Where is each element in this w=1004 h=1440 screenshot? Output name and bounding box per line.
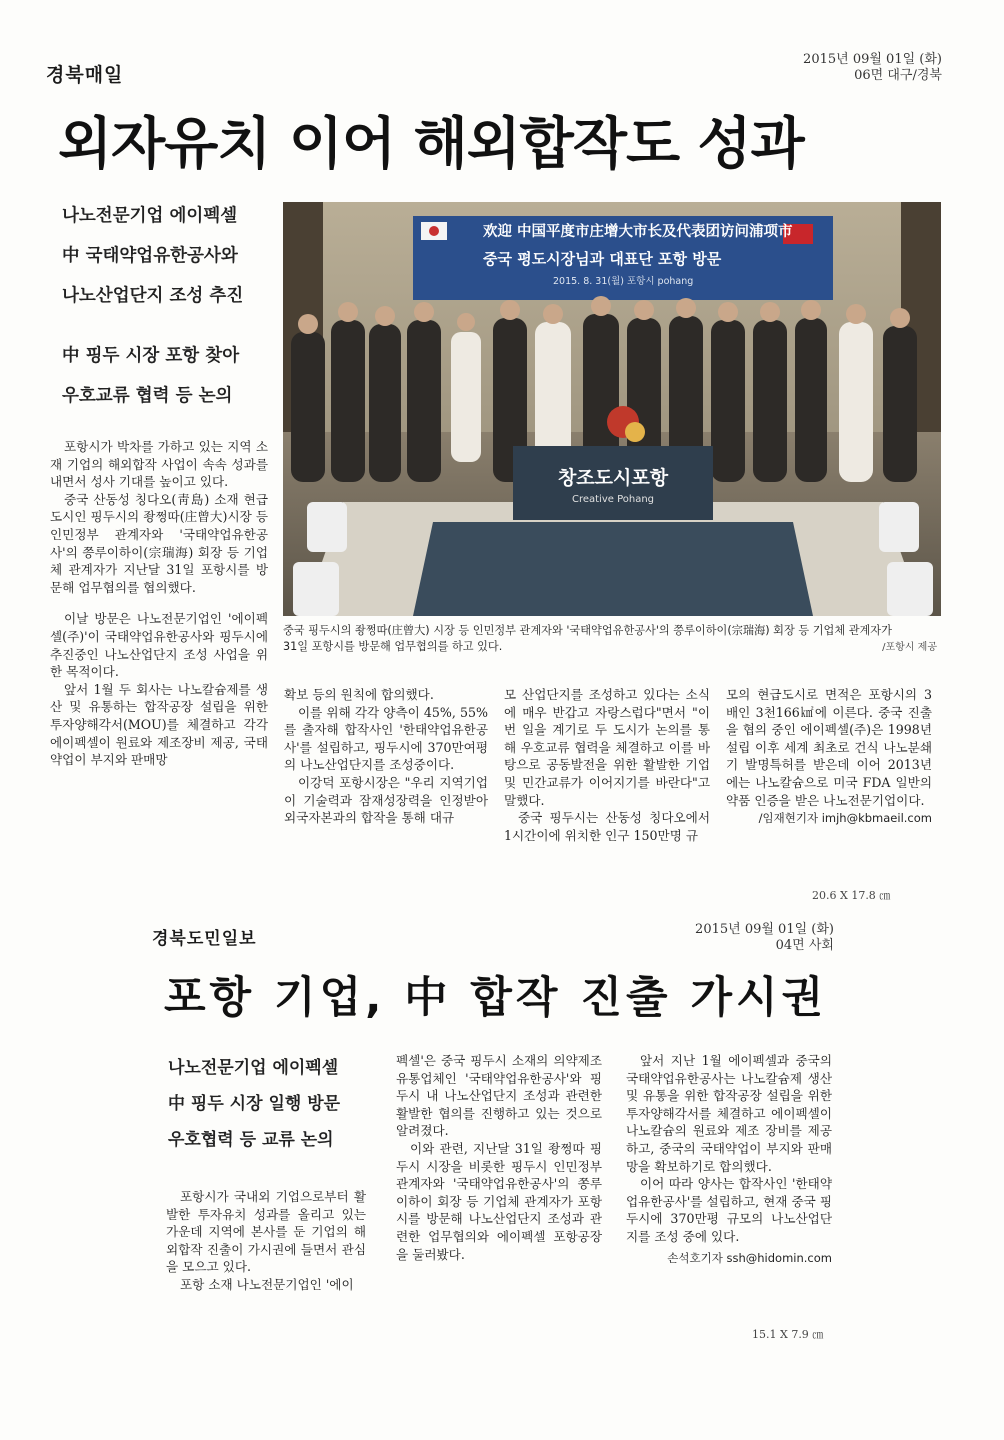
article1-paragraph: 모 산업단지를 조성하고 있다는 소식에 매우 반갑고 자랑스럽다"면서 "이번 일을 계기로 두 도시가 논의를 통해 우호교류 협력을 체결하고 이를 바탕으로 공동발전을 위한 활발한 기업 및 민간교류가 이어지기를 바란다"고 말했다. bbox=[504, 687, 710, 808]
article1-subhead: 우호교류 협력 등 논의 bbox=[62, 386, 233, 406]
meeting-photo-graphic bbox=[283, 202, 941, 616]
article1-headline: 외자유치 이어 해외합작도 성과 bbox=[58, 112, 804, 177]
banner-chinese-text: 欢迎 中国平度市庄增大市长及代表团访问浦项市 bbox=[483, 224, 793, 240]
article1-column-1 bbox=[50, 438, 268, 769]
article2-date: 2015년 09월 01일 (화) bbox=[695, 922, 834, 937]
article1-column-4 bbox=[726, 686, 932, 828]
article2-paragraph: 포항시가 국내외 기업으로부터 활발한 투자유치 성과를 올리고 있는 가운데 지역에 본사를 둔 기업의 해외합작 진출이 가시권에 들면서 관심을 모으고 있다. bbox=[166, 1189, 366, 1275]
article1-column-2 bbox=[284, 686, 488, 827]
article1-size-note: 20.6 X 17.8 ㎝ bbox=[812, 889, 891, 902]
photo-caption bbox=[283, 623, 951, 655]
article1-subhead: 나노산업단지 조성 추진 bbox=[62, 286, 244, 306]
article1-paragraph: 확보 등의 원칙에 합의했다. bbox=[284, 687, 434, 702]
article2-paragraph: 펙셀'은 중국 핑두시 소재의 의약제조유통업체인 '국태약업유한공사'와 핑두시 내 나노산업단지 조성과 관련한 활발한 협의를 진행하고 있는 것으로 알려졌다. bbox=[396, 1053, 602, 1139]
article1-section: 06면 대구/경북 bbox=[854, 68, 942, 83]
sign-korean-text: 창조도시포항 bbox=[557, 467, 669, 489]
article1-byline: /임재현기자 imjh@kbmaeil.com bbox=[758, 811, 932, 826]
article2-section: 04면 사회 bbox=[775, 938, 834, 953]
article1-paragraph: 앞서 1월 두 회사는 나노칼슘제를 생산 및 유통하는 합작공장 설립을 위한 투자양해각서(MOU)를 체결하고 각각 에이펙셀이 원료와 제조장비 제공, 국태약업이 부지와 판매망 bbox=[50, 681, 268, 768]
article1-column-3 bbox=[504, 686, 710, 844]
article2-paragraph: 이어 따라 양사는 합작사인 '한태약업유한공사'를 설립하고, 현재 중국 핑두시에 370만평 규모의 나노산업단지를 조성 중에 있다. bbox=[626, 1176, 832, 1244]
article2-column-1 bbox=[166, 1188, 366, 1294]
article2-headline: 포항 기업, 中 합작 진출 가시권 bbox=[164, 973, 828, 1023]
article2-paragraph: 포항 소재 나노전문기업인 '에이 bbox=[180, 1276, 354, 1292]
article2-subheads bbox=[168, 1050, 340, 1158]
article1-dateline bbox=[803, 52, 942, 84]
photo-caption-line2: 31일 포항시를 방문해 업무협의를 하고 있다. bbox=[283, 640, 503, 653]
article2-dateline bbox=[695, 922, 834, 954]
article1-date: 2015년 09월 01일 (화) bbox=[803, 52, 942, 67]
article2-byline: 손석호기자 ssh@hidomin.com bbox=[667, 1250, 832, 1265]
article1-subhead: 中 핑두 시장 포항 찾아 bbox=[62, 346, 240, 366]
masthead-kyongbuk-domin: 경북도민일보 bbox=[152, 929, 257, 949]
article2-paragraph: 앞서 지난 1월 에이펙셀과 중국의 국태약업유한공사는 나노칼슘제 생산 및 유통을 위한 합작공장 설립을 위한 투자양해각서를 체결하고 에이펙셀이 나노칼슘의 원료와 제조 장비를 제공하고, 중국의 국태약업이 부지와 판매망을 확보하기로 합의했다. bbox=[626, 1053, 832, 1174]
article1-paragraph: 이강덕 포항시장은 "우리 지역기업이 기술력과 잠재성장력을 인정받아 외국자본과의 합작을 통해 대규 bbox=[284, 774, 488, 826]
sign-english-text: Creative Pohang bbox=[571, 494, 655, 505]
article1-photo bbox=[283, 202, 941, 616]
article1-paragraph: 포항시가 박차를 가하고 있는 지역 소재 기업의 해외합작 사업이 속속 성과를 내면서 성사 기대를 높이고 있다. bbox=[50, 439, 268, 490]
article2-size-note: 15.1 X 7.9 ㎝ bbox=[752, 1328, 824, 1341]
article2-subhead: 나노전문기업 에이펙셀 bbox=[168, 1058, 339, 1078]
article1-paragraph: 이날 방문은 나노전문기업인 '에이펙셀(주)'이 국태약업유한공사와 핑두시에 추진중인 나노산업단지 조성 사업을 위한 목적이다. bbox=[50, 611, 268, 680]
article2-subhead: 우호협력 등 교류 논의 bbox=[168, 1130, 334, 1150]
article1-subhead: 中 국태약업유한공사와 bbox=[62, 246, 238, 266]
photo-caption-line1: 중국 핑두시의 좡쩡따(庄曾大) 시장 등 인민정부 관계자와 '국태약업유한공사'의 쯩루이하이(宗瑞海) 회장 등 기업체 관계자가 bbox=[283, 624, 892, 637]
article2-paragraph: 이와 관련, 지난달 31일 좡쩡따 핑두시 시장을 비롯한 핑두시 인민정부 관계자와 '국태약업유한공사'의 쫑루이하이 회장 등 기업체 관계자가 포항시를 방문해 나노산업단지 조성과 관련한 업무협의와 에이펙셀 포항공장을 둘러봤다. bbox=[396, 1140, 602, 1262]
photo-credit: /포항시 제공 bbox=[882, 642, 937, 653]
article2-column-2 bbox=[396, 1052, 602, 1263]
masthead-kbmaeil: 경북매일 bbox=[46, 64, 124, 86]
banner-date-text: 2015. 8. 31(월) 포항시 pohang bbox=[553, 276, 694, 287]
article1-subhead: 나노전문기업 에이펙셀 bbox=[62, 206, 238, 226]
article1-paragraph: 중국 핑두시는 산동성 칭다오에서 1시간이에 위치한 인구 150만명 규 bbox=[504, 810, 710, 843]
article1-paragraph: 이를 위해 각각 양측이 45%, 55%를 출자해 합작사인 '한태약업유한공사'를 설립하고, 핑두시에 370만여평의 나노산업단지를 조성중이다. bbox=[284, 704, 488, 773]
article2-column-3 bbox=[626, 1052, 832, 1267]
article1-paragraph: 중국 산동성 칭다오(靑島) 소재 현급도시인 핑두시의 좡쩡따(庄曾大)시장 등 인민정부 관계자와 '국태약업유한공사'의 쯩루이하이(宗瑞海) 회장 등 기업체 관계자가 지난달 31일 포항시를 방문해 업무협의를 협의했다. bbox=[50, 491, 268, 595]
article1-subheads bbox=[62, 196, 243, 416]
article1-paragraph: 모의 현급도시로 면적은 포항시의 3배인 3천166㎢에 이른다. 중국 진출을 협의 중인 에이펙셀(주)은 1998년 설립 이후 세계 최초로 건식 나노분쇄기 발명특허를 받은데 이어 2013년에는 나노칼슘으로 미국 FDA 일반의약품 인증을 받은 나노전문기업이다. bbox=[726, 687, 932, 808]
article2-subhead: 中 핑두 시장 일행 방문 bbox=[168, 1094, 341, 1114]
banner-korean-text: 중국 평도시장님과 대표단 포항 방문 bbox=[483, 250, 722, 268]
